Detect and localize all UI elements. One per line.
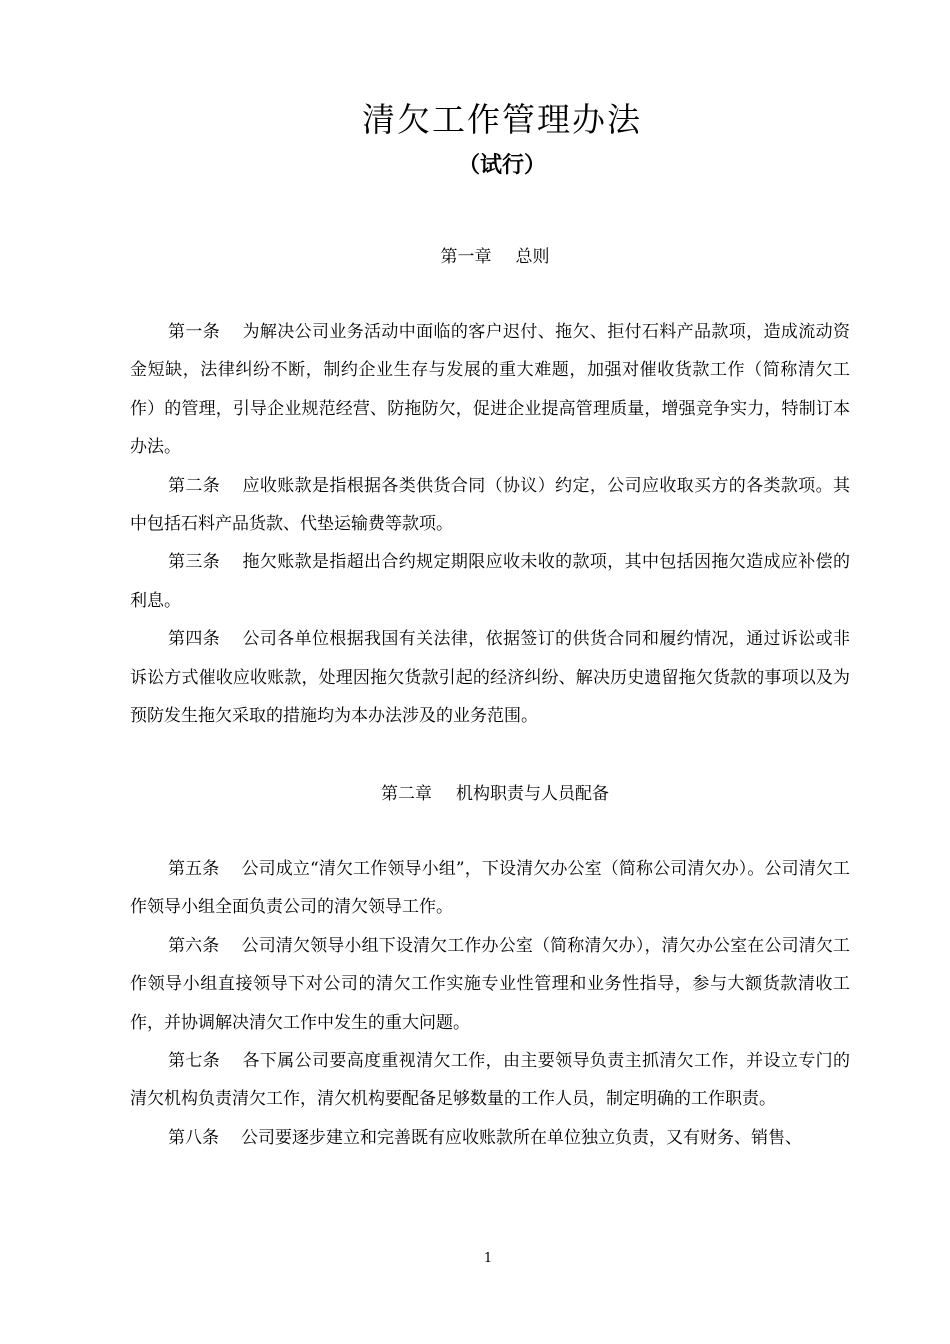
article-number: 第八条 [168, 1127, 219, 1148]
chapter-number: 第一章 [440, 247, 492, 267]
article-text: 公司清欠领导小组下设清欠工作办公室（简称清欠办），清欠办公室在公司清欠工作领导小组直接领导下对公司的清欠工作实施专业性管理和业务性指导，参与大额货款清收工作，并协调解决清欠工作中发生的重大问题。 [130, 935, 851, 1033]
article [130, 313, 850, 467]
chapter-1-body [130, 313, 850, 735]
chapter-2-body [130, 850, 850, 1157]
chapter-number: 第二章 [381, 784, 432, 804]
article-number: 第一条 [168, 322, 221, 342]
article [130, 620, 850, 735]
chapter-heading-1 [0, 243, 950, 271]
article [130, 1119, 850, 1157]
article [130, 850, 850, 927]
article-text: 公司各单位根据我国有关法律，依据签订的供货合同和履约情况，通过诉讼或非诉讼方式催收应收账款，处理因拖欠货款引起的经济纠纷、解决历史遗留拖欠货款的事项以及为预防发生拖欠采取的措施均为本办法涉及的业务范围。 [130, 629, 851, 727]
article-number: 第五条 [168, 859, 220, 879]
article-text: 拖欠账款是指超出合约规定期限应收未收的款项，其中包括因拖欠造成应补偿的利息。 [130, 552, 851, 611]
article-text: 公司要逐步建立和完善既有应收账款所在单位独立负责，又有财务、销售、 [241, 1127, 802, 1148]
article-text: 各下属公司要高度重视清欠工作，由主要领导负责主抓清欠工作，并设立专门的清欠机构负责清欠工作，清欠机构要配备足够数量的工作人员，制定明确的工作职责。 [130, 1051, 851, 1110]
article-number: 第六条 [168, 935, 220, 956]
article-text: 为解决公司业务活动中面临的客户迟付、拖欠、拒付石料产品款项，造成流动资金短缺，法律纠纷不断，制约企业生存与发展的重大难题，加强对催收货款工作（简称清欠工作）的管理，引导企业规范经营、防拖防欠，促进企业提高管理质量，增强竞争实力，特制订本办法。 [130, 322, 851, 458]
page-number: 1 [483, 1251, 493, 1266]
article [130, 1042, 850, 1119]
chapter-name: 总则 [515, 247, 550, 267]
document-subtitle: （试行） [457, 153, 546, 178]
article-text: 应收账款是指根据各类供货合同（协议）约定，公司应收取买方的各类款项。其中包括石料产品货款、代垫运输费等款项。 [130, 475, 851, 535]
article-number: 第三条 [168, 552, 221, 573]
article [130, 927, 850, 1042]
article-number: 第七条 [168, 1051, 221, 1072]
article-text: 公司成立“清欠工作领导小组”，下设清欠办公室（简称公司清欠办）。公司清欠工作领导小组全面负责公司的清欠领导工作。 [130, 859, 850, 918]
article-number: 第二条 [168, 475, 221, 496]
article-number: 第四条 [168, 629, 221, 650]
chapter-name: 机构职责与人员配备 [456, 784, 609, 804]
chapter-heading-2 [0, 780, 950, 808]
document-title: 清欠工作管理办法 [362, 100, 642, 139]
article [130, 467, 850, 544]
article [130, 543, 850, 620]
